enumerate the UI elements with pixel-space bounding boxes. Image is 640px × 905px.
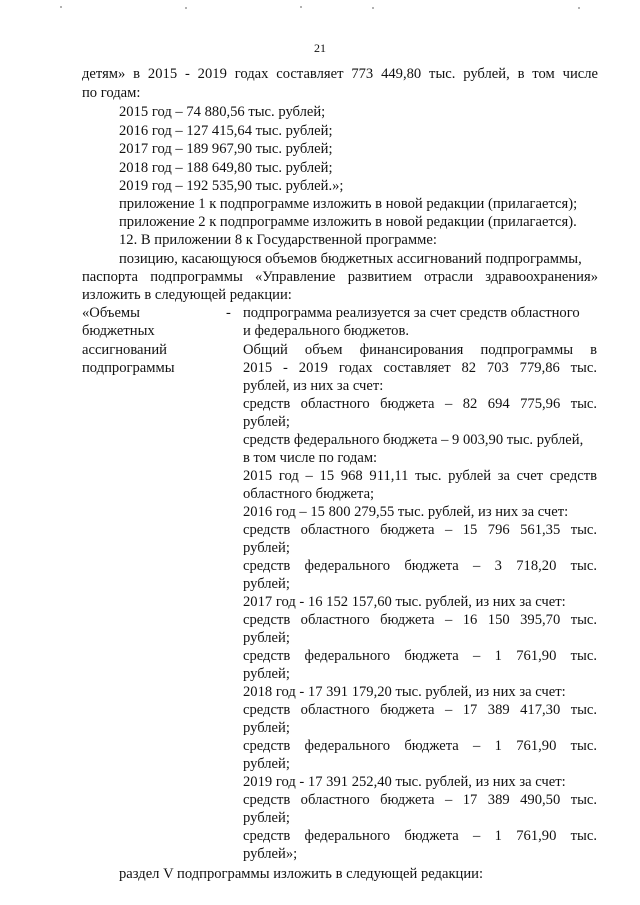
right-line: 2015 год – 15 968 911,11 тыс. рублей за счет средств <box>243 468 597 484</box>
year-line: 2019 год – 192 535,90 тыс. рублей.»; <box>119 178 344 194</box>
left-label: ассигнований <box>82 342 167 358</box>
year-line: 2018 год – 188 649,80 тыс. рублей; <box>119 160 333 176</box>
right-line: подпрограмма реализуется за счет средств областного <box>243 305 580 321</box>
right-line: средств федерального бюджета – 1 761,90 тыс. <box>243 828 597 844</box>
left-label: бюджетных <box>82 323 155 339</box>
column-dash: - <box>226 305 231 321</box>
year-line: 2016 год – 127 415,64 тыс. рублей; <box>119 123 333 139</box>
right-line: рублей; <box>243 540 290 556</box>
scan-speck <box>60 6 62 8</box>
right-line: средств федерального бюджета – 1 761,90 тыс. <box>243 648 597 664</box>
position-line-2: паспорта подпрограммы «Управление развитием отрасли здравоохранения» <box>82 269 598 285</box>
right-line: рублей; <box>243 630 290 646</box>
scan-speck <box>300 6 302 8</box>
right-line: 2017 год - 16 152 157,60 тыс. рублей, из них за счет: <box>243 594 566 610</box>
right-line: Общий объем финансирования подпрограммы в <box>243 342 597 358</box>
item-12-heading: 12. В приложении 8 к Государственной программе: <box>119 232 437 248</box>
right-line: средств областного бюджета – 17 389 417,30 тыс. <box>243 702 597 718</box>
right-line: средств областного бюджета – 82 694 775,96 тыс. <box>243 396 597 412</box>
right-line: рублей, из них за счет: <box>243 378 384 394</box>
right-line: рублей»; <box>243 846 298 862</box>
right-line: областного бюджета; <box>243 486 375 502</box>
right-line: средств федерального бюджета – 1 761,90 тыс. <box>243 738 597 754</box>
page-number: 21 <box>314 41 326 55</box>
left-label: «Объемы <box>82 305 140 321</box>
right-line: средств областного бюджета – 17 389 490,50 тыс. <box>243 792 597 808</box>
scan-speck <box>185 7 187 9</box>
right-line: рублей; <box>243 810 290 826</box>
appendix-2-line: приложение 2 к подпрограмме изложить в новой редакции (прилагается). <box>119 214 577 230</box>
right-line: рублей; <box>243 666 290 682</box>
right-line: рублей; <box>243 720 290 736</box>
left-label: подпрограммы <box>82 360 175 376</box>
section-v-line: раздел V подпрограммы изложить в следующей редакции: <box>119 866 484 882</box>
position-line-1: позицию, касающуюся объемов бюджетных ассигнований подпрограммы, <box>119 251 582 267</box>
right-line: 2016 год – 15 800 279,55 тыс. рублей, из них за счет: <box>243 504 569 520</box>
scan-speck <box>372 7 374 9</box>
right-line: рублей; <box>243 414 290 430</box>
right-line: 2018 год - 17 391 179,20 тыс. рублей, из них за счет: <box>243 684 566 700</box>
right-line: средств федерального бюджета – 3 718,20 тыс. <box>243 558 597 574</box>
right-line: 2019 год - 17 391 252,40 тыс. рублей, из них за счет: <box>243 774 566 790</box>
year-line: 2017 год – 189 967,90 тыс. рублей; <box>119 141 333 157</box>
intro-line-1: детям» в 2015 - 2019 годах составляет 773 449,80 тыс. рублей, в том числе <box>82 66 598 82</box>
intro-line-2: по годам: <box>82 85 141 101</box>
right-line: рублей; <box>243 576 290 592</box>
right-line: средств областного бюджета – 16 150 395,70 тыс. <box>243 612 597 628</box>
appendix-1-line: приложение 1 к подпрограмме изложить в новой редакции (прилагается); <box>119 196 578 212</box>
scan-speck <box>578 7 580 9</box>
position-line-3: изложить в следующей редакции: <box>82 287 292 303</box>
right-line: в том числе по годам: <box>243 450 378 466</box>
right-line: средств федерального бюджета – 9 003,90 тыс. рублей, <box>243 432 584 448</box>
year-line: 2015 год – 74 880,56 тыс. рублей; <box>119 104 326 120</box>
right-line: 2015 - 2019 годах составляет 82 703 779,86 тыс. <box>243 360 597 376</box>
right-line: и федерального бюджетов. <box>243 323 410 339</box>
right-line: рублей; <box>243 756 290 772</box>
right-line: средств областного бюджета – 15 796 561,35 тыс. <box>243 522 597 538</box>
